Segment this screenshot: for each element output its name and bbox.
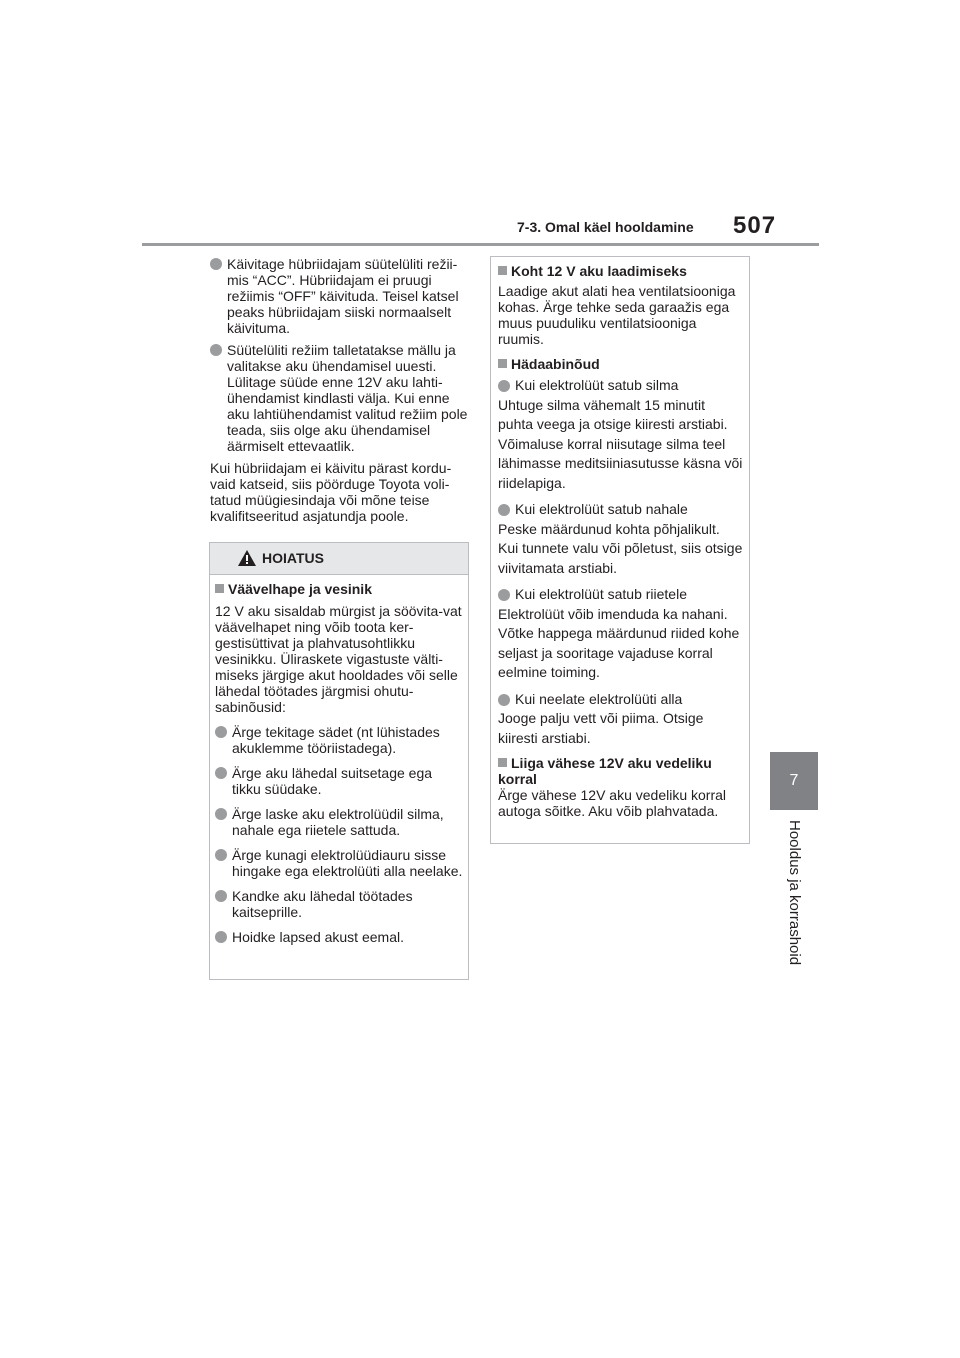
bullet-icon	[215, 726, 227, 738]
chapter-title: Hooldus ja korrashoid	[786, 820, 803, 966]
list-item	[498, 585, 743, 605]
bullet-text: Hoidke lapsed akust eemal.	[232, 929, 404, 945]
list-item	[498, 376, 743, 396]
square-icon	[498, 359, 507, 368]
case-text: Peske määrdunud kohta põhjalikult. Kui tunnete valu või põletust, siis otsige viivitamata arstiabi.	[498, 520, 743, 576]
list-item	[215, 765, 464, 797]
case-text: Elektrolüüt võib imenduda ka nahani. Võtke happega määrdunud riided kohe seljast ja sooritage vajaduse korral eelmine toiming.	[498, 605, 740, 680]
square-icon	[215, 584, 224, 593]
warning-title: HOIATUS	[262, 550, 324, 566]
bullet-icon	[215, 767, 227, 779]
bullet-icon	[498, 589, 510, 601]
list-item	[498, 500, 743, 520]
list-item	[210, 256, 470, 336]
warning-box	[209, 542, 469, 980]
square-icon	[498, 266, 507, 275]
charge-text: Laadige akut alati hea ventilatsiooniga kohas. Ärge tehke seda garaažis ega muus puuduliku ventilatsiooniga ruumis.	[498, 283, 736, 347]
info-paragraph: Kui hübriidajam ei käivitu pärast kordu-vaid katseid, siis pöörduge Toyota voli-tatud müügiesindaja või mõne teise kvalifitseeritud asjatundja poole.	[210, 460, 452, 524]
bullet-icon	[215, 808, 227, 820]
warning-icon	[238, 550, 256, 566]
header-section-title: 7-3. Omal käel hooldamine	[517, 219, 694, 235]
chapter-tab: 7	[770, 752, 818, 810]
low-fluid-heading: Liiga vähese 12V aku vedeliku korral	[498, 755, 712, 787]
case-label: Kui neelate elektrolüüti alla	[515, 690, 683, 707]
bullet-icon	[210, 258, 222, 270]
bullet-icon	[498, 694, 510, 706]
list-item	[215, 847, 464, 879]
bullet-icon	[498, 380, 510, 392]
list-item	[215, 888, 464, 920]
bullet-text: Ärge tekitage sädet (nt lühistades akuklemme tööriistadega).	[232, 724, 440, 756]
square-icon	[498, 758, 507, 767]
info-box	[490, 256, 750, 844]
case-label: Kui elektrolüüt satub silma	[515, 377, 679, 393]
page-number: 507	[733, 212, 777, 239]
bullet-icon	[215, 890, 227, 902]
bullet-text: Kandke aku lähedal töötades kaitseprille.	[232, 888, 413, 920]
emergency-heading: Hädaabinõud	[511, 356, 600, 372]
warning-subheading: Väävelhape ja vesinik	[228, 581, 372, 597]
bullet-text: Ärge kunagi elektrolüüdiauru sisse hingake ega elektrolüüti alla neelake.	[232, 847, 463, 879]
list-item	[215, 929, 464, 945]
list-item	[215, 806, 464, 838]
warning-header	[210, 543, 468, 575]
list-item	[215, 724, 464, 756]
case-text: Jooge palju vett või piima. Otsige kiiresti arstiabi.	[498, 710, 704, 746]
header-divider	[142, 243, 819, 246]
bullet-icon	[215, 849, 227, 861]
left-column	[210, 256, 470, 524]
list-item	[498, 690, 743, 710]
case-label: Kui elektrolüüt satub riietele	[515, 586, 687, 602]
case-text: Uhtuge silma vähemalt 15 minutit puhta veega ja otsige kiiresti arstiabi. Võimaluse korral niisutage silma teel lähimasse meditsiiniasutusse käsna või riidelapiga.	[498, 396, 743, 491]
bullet-icon	[210, 344, 222, 356]
bullet-icon	[215, 931, 227, 943]
case-label: Kui elektrolüüt satub nahale	[515, 501, 688, 517]
bullet-icon	[498, 504, 510, 516]
bullet-text: Ärge aku lähedal suitsetage ega tikku süüdake.	[232, 765, 433, 797]
info-body	[491, 257, 749, 819]
bullet-text: Ärge laske aku elektrolüüdil silma, nahale ega riietele sattuda.	[232, 806, 444, 838]
low-fluid-text: Ärge vähese 12V aku vedeliku korral autoga sõitke. Aku võib plahvatada.	[498, 787, 727, 819]
charge-heading: Koht 12 V aku laadimiseks	[511, 263, 687, 279]
warning-intro: 12 V aku sisaldab mürgist ja söövita-vat väävelhapet ning võib toota ker-gestisüttivat ja plahvatusohtlikku vesinikku. Üliraskete vigastuste välti-miseks järgige akut hooldades või selle lähedal töötades järgmisi ohutu-sabinõusid:	[215, 603, 462, 715]
warning-body	[210, 575, 468, 945]
list-item	[210, 342, 470, 454]
bullet-text: Käivitage hübriidajam süütelüliti režii-mis “ACC”. Hübriidajam ei pruugi režiimis “OFF” käivituda. Teisel katsel peaks hübriidajam siiski normaalselt käivituma.	[227, 256, 459, 336]
bullet-text: Süütelüliti režiim talletatakse mällu ja valitakse aku ühendamisel uuesti. Lülitage süüde enne 12V aku lahti-ühendamist kindlasti välja. Kui enne aku lahtiühendamist valitud režiim pole teada, siis olge aku ühendamisel äärmiselt ettevaatlik.	[227, 342, 468, 454]
